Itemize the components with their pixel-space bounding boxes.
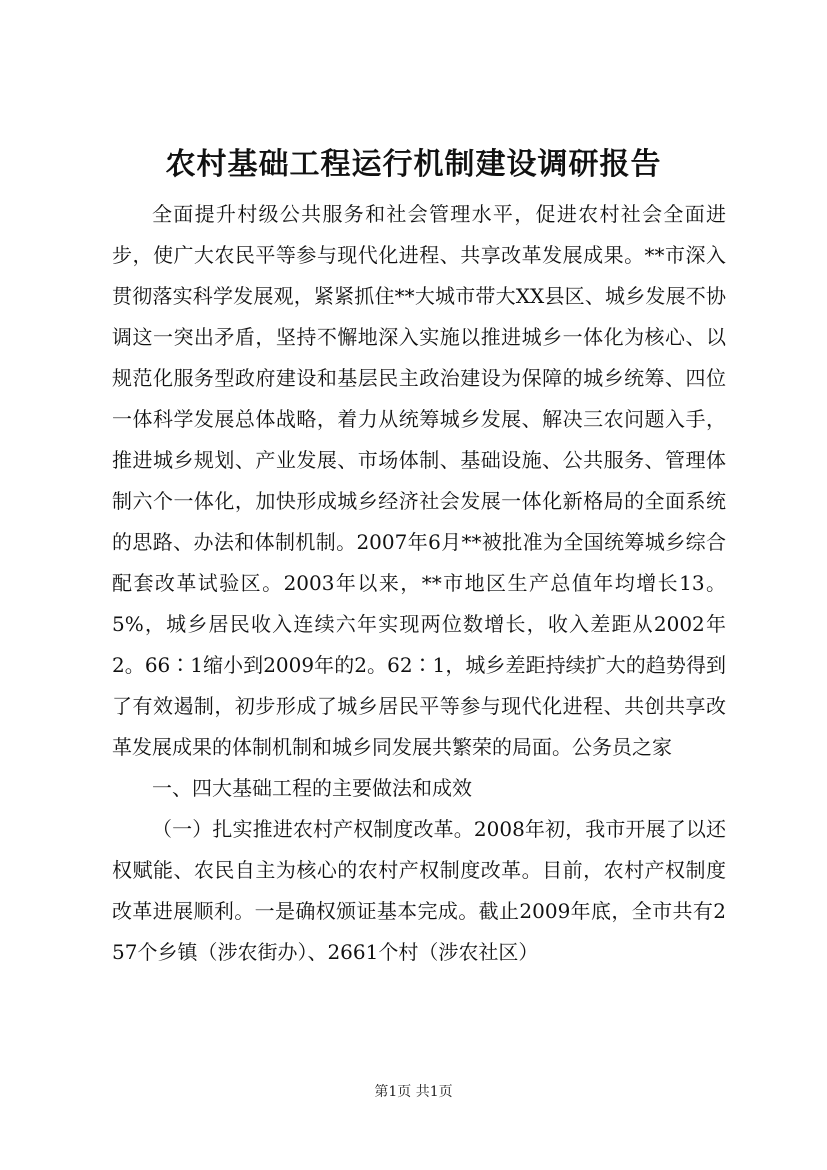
page-footer: 第1页 共1页 (374, 1084, 453, 1100)
paragraph-subsection-1: （一）扎实推进农村产权制度改革。2008年初，我市开展了以还权赋能、农民自主为核心的农村产权制度改革。目前，农村产权制度改革进展顺利。一是确权颁证基本完成。截止2009年底，全市共有257个乡镇（涉农街办）、2661个村（涉农社区） (112, 817, 726, 964)
paragraph-intro: 全面提升村级公共服务和社会管理水平，促进农村社会全面进步，使广大农民平等参与现代化进程、共享改革发展成果。**市深入贯彻落实科学发展观，紧紧抓住**大城市带大XX县区、城乡发展不协调这一突出矛盾，坚持不懈地深入实施以推进城乡一体化为核心、以规范化服务型政府建设和基层民主政治建设为保障的城乡统筹、四位一体科学发展总体战略，着力从统筹城乡发展、解决三农问题入手，推进城乡规划、产业发展、市场体制、基础设施、公共服务、管理体制六个一体化，加快形成城乡经济社会发展一体化新格局的全面系统的思路、办法和体制机制。2007年6月**被批准为全国统筹城乡综合配套改革试验区。2003年以来，**市地区生产总值年均增长13。5%，城乡居民收入连续六年实现两位数增长，收入差距从2002年2。66∶1缩小到2009年的2。62∶1，城乡差距持续扩大的趋势得到了有效遏制，初步形成了城乡居民平等参与现代化进程、共创共享改革发展成果的体制机制和城乡同发展共繁荣的局面。公务员之家 (112, 202, 726, 759)
document-title: 农村基础工程运行机制建设调研报告 (165, 147, 662, 182)
document-body (112, 194, 726, 973)
section-heading: 一、四大基础工程的主要做法和成效 (152, 776, 472, 800)
